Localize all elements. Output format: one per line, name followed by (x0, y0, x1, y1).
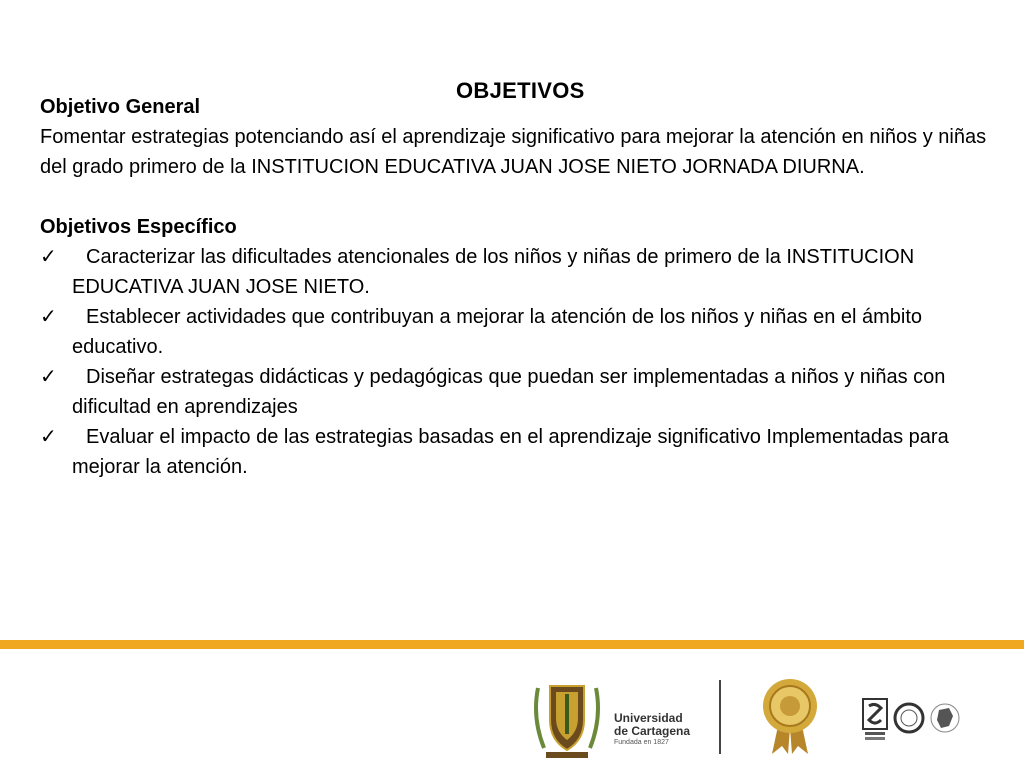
check-icon: ✓ (40, 246, 57, 268)
list-item (40, 302, 1000, 362)
footer-accent-bar (0, 640, 1024, 649)
university-founded: Fundada en 1827 (614, 739, 669, 746)
specific-objectives-list (40, 242, 1000, 482)
university-crest-logo (530, 678, 604, 762)
general-objective-text: Fomentar estrategias potenciando así el aprendizaje significativo para mejorar la atención en niños y niñas del grado primero de la INSTITUCION EDUCATIVA JUAN JOSE NIETO JORNADA DIURNA. (40, 126, 987, 178)
list-item (40, 422, 1000, 482)
university-name (614, 712, 690, 748)
iqnet-certification-icon (893, 702, 925, 734)
list-item (40, 362, 1000, 422)
colombia-map-certification-icon (929, 702, 961, 734)
list-item (40, 242, 1000, 302)
general-objective-heading: Objetivo General (40, 96, 201, 118)
university-name-line1: Universidad (614, 711, 683, 725)
footer-logos (0, 660, 1024, 768)
list-item-text: Evaluar el impacto de las estrategias basadas en el aprendizaje significativo Implementadas para mejorar la atención. (72, 426, 949, 478)
list-item-text: Diseñar estrategas didácticas y pedagógicas que puedan ser implementadas a niños y niñas con dificultad en aprendizajes (72, 366, 946, 418)
list-item-text: Caracterizar las dificultades atencionales de los niños y niñas de primero de la INSTITUCION EDUCATIVA JUAN JOSE NIETO. (72, 246, 915, 298)
spacer (40, 182, 1000, 212)
accreditation-seal-logo (760, 676, 820, 756)
university-name-line2: de Cartagena (614, 724, 691, 738)
check-icon: ✓ (40, 306, 57, 328)
slide-content (40, 92, 1000, 482)
iso-certification-icon (862, 698, 888, 742)
slide-title: OBJETIVOS (456, 78, 585, 103)
check-icon: ✓ (40, 426, 57, 448)
specific-objectives-heading: Objetivos Específico (40, 216, 237, 238)
footer-divider (719, 680, 721, 754)
list-item-text: Establecer actividades que contribuyan a mejorar la atención de los niños y niñas en el ámbito educativo. (72, 306, 923, 358)
check-icon: ✓ (40, 366, 57, 388)
